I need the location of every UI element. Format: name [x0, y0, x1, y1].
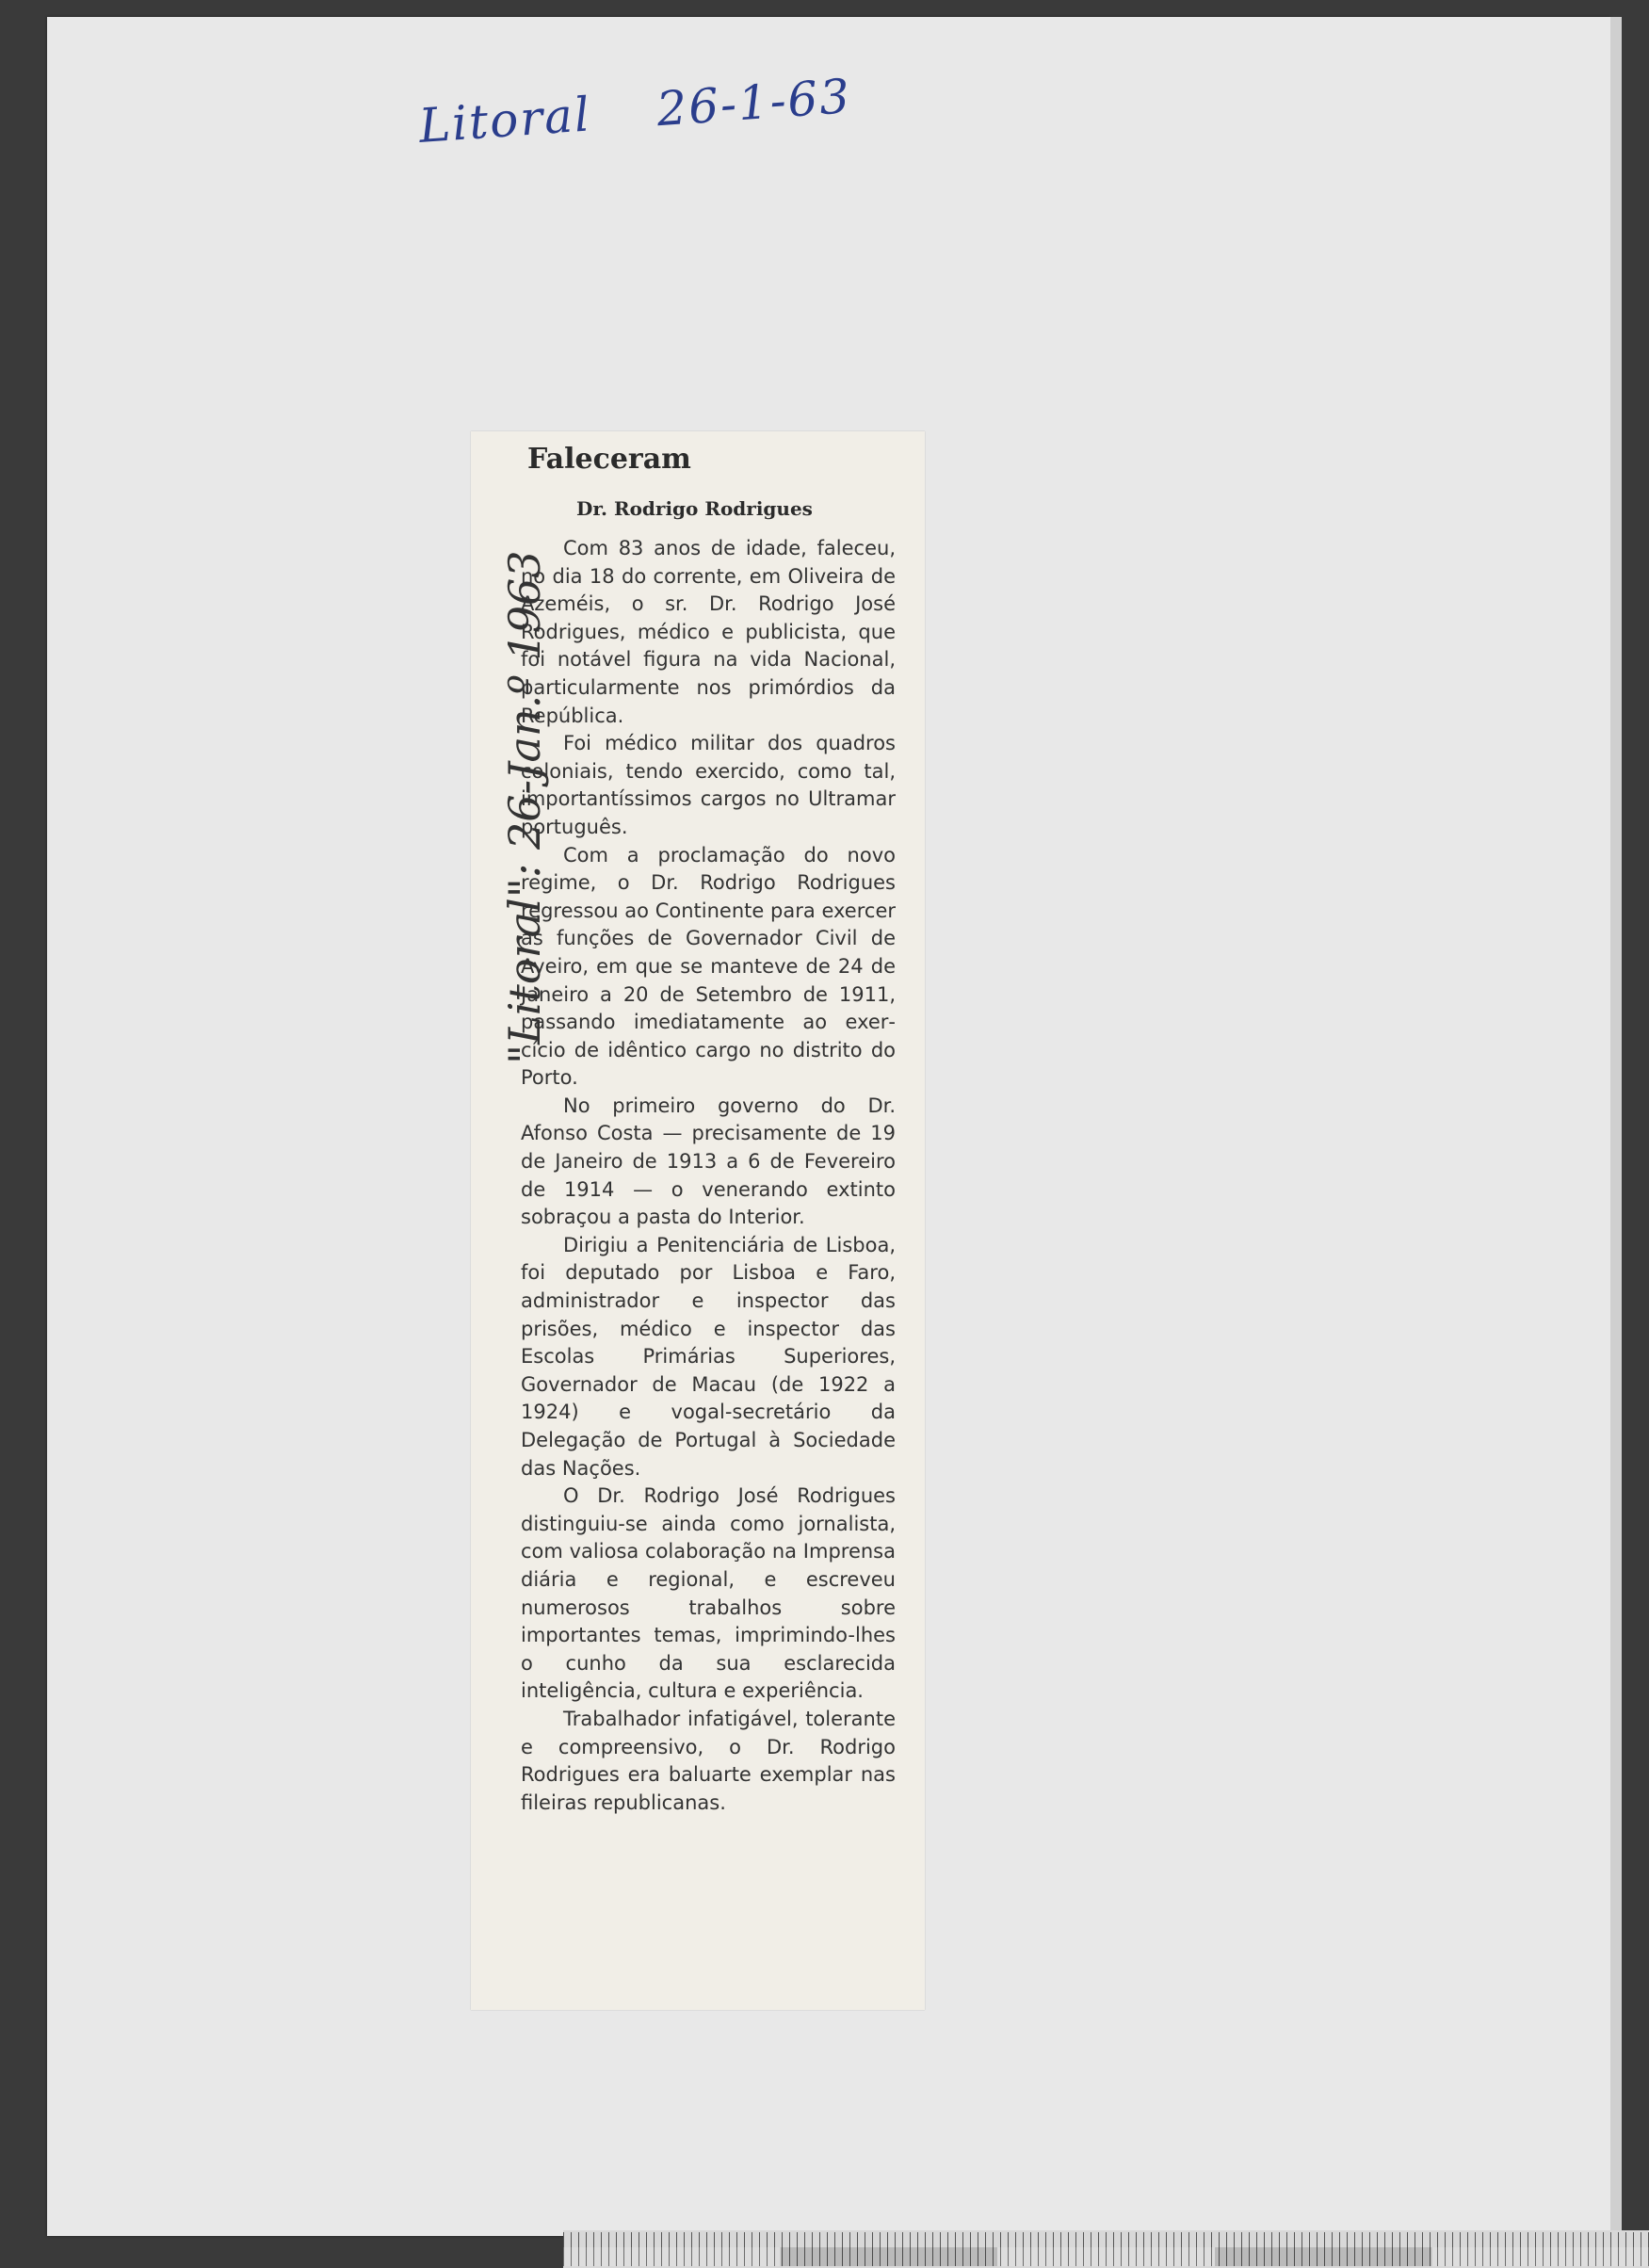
ruler-bands	[563, 2247, 1649, 2266]
margin-handwritten-note: "Litoral": 26-Jan.º 1963	[499, 550, 550, 1064]
clipping-body	[521, 535, 896, 1817]
scale-ruler	[563, 2230, 1649, 2268]
header-source: Litoral	[416, 87, 593, 154]
paragraph-4: No primeiro governo do Dr. Afonso Costa — precisamente de 19 de Janeiro de 1913 a 6 de Fevereiro de 1914 — o venerando extinto sobraçou a pasta do Interior.	[521, 1094, 896, 1229]
paragraph-2: Foi médico militar dos quadros coloniais, tendo exercido, como tal, importantíssimos cargos no Ultramar português.	[521, 732, 896, 838]
paper-edge	[1610, 17, 1622, 2236]
header-date: 26-1-63	[655, 68, 853, 138]
paragraph-5: Dirigiu a Penitenciária de Lisboa, foi deputado por Lisboa e Faro, administrador e inspector das prisões, médico e inspector das Escolas Primárias Superiores, Governador de Macau (de 1922 a 1924) e vogal-secretário da Delegação de Portugal à Sociedade das Nações.	[521, 1233, 896, 1480]
paragraph-1: Com 83 anos de idade, faleceu, no dia 18 do corrente, em Oliveira de Azeméis, o sr. Dr. Rodrigo José Rodrigues, médico e publicista, que foi notável figura na vida Nacional, particularmente nos primórdios da República.	[521, 537, 896, 727]
paragraph-3: Com a proclamação do novo regime, o Dr. Rodrigo Rodrigues regressou ao Continente para exercer as funções de Governador Civil de Aveiro, em que se manteve de 24 de Janeiro a 20 de Setembro de 1911, passando imediatamente ao exercício de idêntico cargo no distrito do Porto.	[521, 843, 896, 1090]
clipping-subtitle: Dr. Rodrigo Rodrigues	[576, 497, 813, 520]
clipping-title: Faleceram	[527, 443, 691, 476]
paragraph-6: O Dr. Rodrigo José Rodrigues distinguiu-se ainda como jornalista, com valiosa colaboração na Imprensa diária e regional, e escreveu numerosos trabalhos sobre importantes temas, imprimindo-lhes o cunho da sua esclarecida inteligência, cultura e experiência.	[521, 1484, 896, 1703]
paragraph-7: Trabalhador infatigável, tolerante e compreensivo, o Dr. Rodrigo Rodrigues era baluarte exemplar nas fileiras republicanas.	[521, 1707, 896, 1814]
